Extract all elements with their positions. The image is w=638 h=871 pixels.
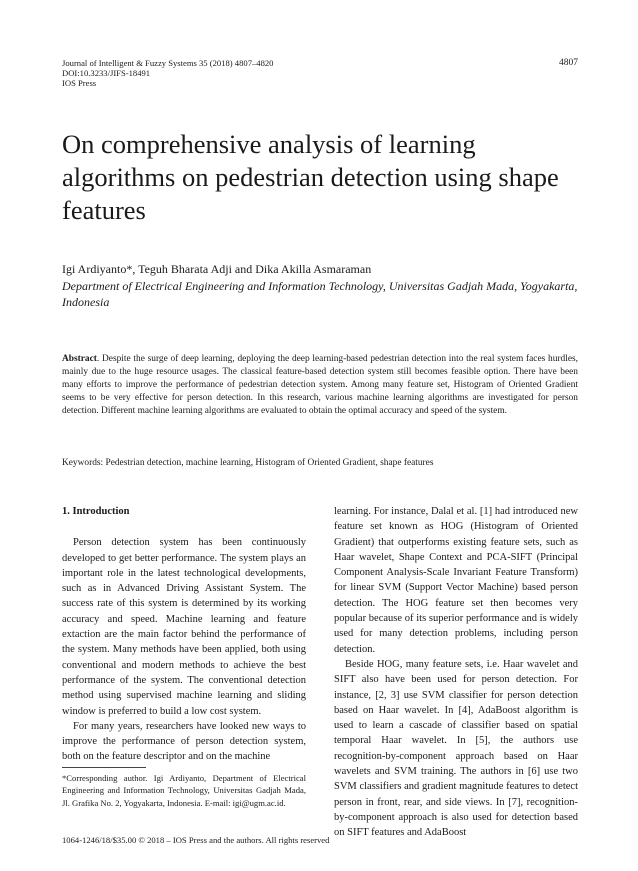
publisher-text: IOS Press [62,78,97,88]
body-column-left [62,504,306,765]
page-number: 4807 [559,58,578,68]
footnote-divider [62,767,146,768]
footnote-corresponding-author: *Corresponding author. Igi Ardiyanto, Department of Electrical Engineering and Information Technology, Universitas Gadjah Mada, Jl. Grafika No. 2, Yogyakarta, Indonesia. E-mail: igi@ugm.ac.id. [62,773,306,808]
body-paragraph: Person detection system has been continuously developed to get better performance. The system plays an important role in the latest technological developments, such as in Advanced Driving Assistant System. The success rate of this system is determined by its working accuracy and speed. Machine learning and feature extaction are the main factor behind the performance of the system. Many methods have been applied, both using conventional and modern methods to achieve the best performance of the system. The conventional detection method using supervised machine learning and sliding window is preferred to build a low cost system. [62,537,306,717]
abstract-text: . Despite the surge of deep learning, deploying the deep learning-based pedestrian detection into the real system faces hurdles, mainly due to the huge resource usages. The classical feature-based detection system still becomes feasible option. There have been many efforts to improve the performance of pedestrian detection system. Among many feature set, Histogram of Oriented Gradient seems to be very effective for person detection. In this research, various machine learning algorithms are investigated for person detection. Different machine learning algorithms are evaluated to obtain the optimal accuracy and speed of the system. [62,354,578,417]
abstract [62,353,578,418]
paper-title: On comprehensive analysis of learning algorithms on pedestrian detection using shape features [62,129,559,225]
copyright-footer: 1064-1246/18/$35.00 © 2018 – IOS Press and the authors. All rights reserved [62,835,330,845]
keywords: Keywords: Pedestrian detection, machine learning, Histogram of Oriented Gradient, shape features [62,458,434,468]
body-paragraph: For many years, researchers have looked new ways to improve the performance of person detection system, both on the feature descriptor and on the machine [62,720,306,763]
doi-text: DOI:10.3233/JIFS-18491 [62,68,151,78]
body-paragraph: learning. For instance, Dalal et al. [1] had introduced new feature set known as HOG (Histogram of Oriented Gradient) that outperforms existing feature sets, such as Haar wavelet, Shape Context and PCA-SIFT (Principal Component Analysis-Scale Invariant Feature Transform) for linear SVM (Support Vector Machine) based person detection. The HOG feature set then becomes very popular because of its superior performance and is widely used for many detection problems, including person detection. [334,506,578,655]
section-heading-introduction: 1. Introduction [62,506,130,517]
body-paragraph: Beside HOG, many feature sets, i.e. Haar wavelet and SIFT also have been used for person detection. For instance, [2, 3] use SVM classifier for person detection based on Haar wavelet. In [4], AdaBoost algorithm is used to learn a cascade of classifier based on spatial temporal Haar wavelet. In [5], the authors use recognition-by-component approach based on Haar wavelets and SVM training. The authors in [6] use two SVM classifiers and gradient magnitude features to detect person in front, rear, and side views. In [7], recognition-by-component approach is also used for detection based on SIFT features and AdaBoost [334,658,578,839]
journal-header [62,58,392,88]
body-column-right [334,504,578,841]
journal-citation: Journal of Intelligent & Fuzzy Systems 35 (2018) 4807–4820 [62,58,274,68]
abstract-label: Abstract [62,354,97,364]
author-list: Igi Ardiyanto*, Teguh Bharata Adji and Dika Akilla Asmaraman [62,262,372,276]
author-affiliation: Department of Electrical Engineering and Information Technology, Universitas Gadjah Mada, Yogyakarta, Indonesia [62,279,578,309]
